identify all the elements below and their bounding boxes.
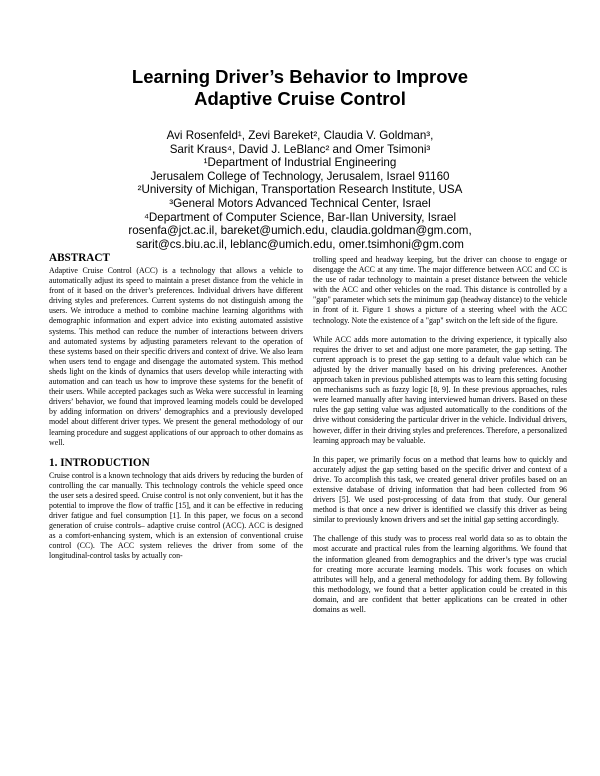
affiliation-line: ²University of Michigan, Transportation Research Institute, USA [137, 183, 463, 197]
abstract-heading: ABSTRACT [49, 252, 110, 264]
right-column [313, 255, 567, 615]
email-line: sarit@cs.biu.ac.il, leblanc@umich.edu, omer.tsimhoni@gm.com [136, 237, 464, 251]
body-paragraph: The challenge of this study was to process real world data so as to obtain the most accurate and practical rules from the learning algorithms. We found that the information gleaned from demographics and the driver’s type was crucial for creating more accurate learning models. This work focuses on which attributes will help, and a general methodology for adding them. By following this methodology, we found that a better application could be created in this domain, and are confident that better applications can be created in other domains as well. [313, 534, 567, 614]
affiliation-line: ¹Department of Industrial Engineering [203, 156, 397, 170]
author-line: Sarit Kraus⁴, David J. LeBlanc² and Omer Tsimoni³ [169, 142, 431, 156]
title-line-1: Learning Driver’s Behavior to Improve [131, 66, 469, 87]
affiliation-line: ⁴Department of Computer Science, Bar-Ilan University, Israel [143, 210, 457, 224]
body-paragraph: trolling speed and headway keeping, but the driver can choose to engage or disengage the ACC at any time. The major difference between ACC and CC is the use of radar technology to maintain a preset distance between the vehicle with the ACC and other vehicles on the road. This distance is controlled by a "gap" parameter which sets the minimum gap (headway distance) to the vehicle in front of it. Figure 1 shows a picture of a steering wheel with the ACC technology. Note the existence of a "gap" switch on the left side of the figure. [313, 255, 567, 325]
title-line-2: Adaptive Cruise Control [194, 88, 406, 109]
author-block [0, 129, 600, 251]
email-line: rosenfa@jct.ac.il, bareket@umich.edu, claudia.goldman@gm.com, [128, 224, 472, 238]
introduction-heading: 1. INTRODUCTION [49, 456, 150, 469]
left-column [49, 252, 303, 562]
abstract-paragraph: Adaptive Cruise Control (ACC) is a technology that allows a vehicle to automatically adjust its speed to maintain a preset distance from the vehicle in front of it based on the driver’s preferences. Individual drivers have different driving styles and preferences. Current systems do not distinguish among the users. We introduce a method to combine machine learning algorithms with demographic information and expert advice into existing automated assistive systems. This method can reduce the number of interactions between drivers and automated systems by adjusting parameters relevant to the operation of these systems based on their specific drivers and context of drive. We also learn when users tend to engage and disengage the automated system. This method sheds light on the kinds of dynamics that users develop while interacting with automation and can teach us how to improve these systems for the benefit of their users. While accepted packages such as Weka were successful in learning drivers’ behavior, we found that improved learning models could be developed by adding information on drivers’ demographics and a previously developed model about different driver types. We present the general methodology of our learning procedure and suggest applications of our approach to other domains as well. [49, 266, 303, 447]
author-line: Avi Rosenfeld¹, Zevi Bareket², Claudia V. Goldman³, [166, 129, 434, 142]
body-paragraph: In this paper, we primarily focus on a method that learns how to quickly and accurately adjust the gap setting based on the specific driver and context of a drive. To accomplish this task, we created general driver profiles based on an extensive database of driving information that had been collected from 96 drivers [5]. We used post-processing of data from that study. Our general method is that once a new driver is identified we classify this driver as being similar to previously known drivers and set the initial gap setting accordingly. [313, 454, 567, 525]
body-paragraph: While ACC adds more automation to the driving experience, it typically also requires the driver to set and adjust one more parameter, the gap setting. The current approach is to preset the gap setting to a default value which can be adjusted by the driver manually based on his driving preferences. Another approach taken in previous published attempts was to learn this setting focusing on mechanisms such as fuzzy logic [8, 9]. In these previous approaches, rules were learned manually after having interviewed human drivers. Based on these rules the gap setting value was adjusted automatically to the conditions of the drive without considering the particular driver in the vehicle. Individual drivers, however, differ in their driving styles and preferences. Therefore, a personalized learning approach may be valuable. [313, 334, 567, 445]
paper-title [0, 66, 600, 110]
introduction-paragraph: Cruise control is a known technology that aids drivers by reducing the burden of controlling the car manually. This technology controls the vehicle speed once the user sets a desired speed. Cruise control is not only convenient, but it has the potential to improve the flow of traffic [15], and it can be effective in reducing driver fatigue and fuel consumption [1]. In this paper, we focus on a second generation of cruise controls– adaptive cruise control (ACC). ACC is designed as a comfort-enhancing system, which is an extension of conventional cruise control (CC). The ACC system relieves the driver from some of the longitudinal-control tasks by actually con- [49, 470, 303, 561]
affiliation-line: Jerusalem College of Technology, Jerusalem, Israel 91160 [150, 169, 450, 183]
affiliation-line: ³General Motors Advanced Technical Center, Israel [169, 196, 431, 210]
